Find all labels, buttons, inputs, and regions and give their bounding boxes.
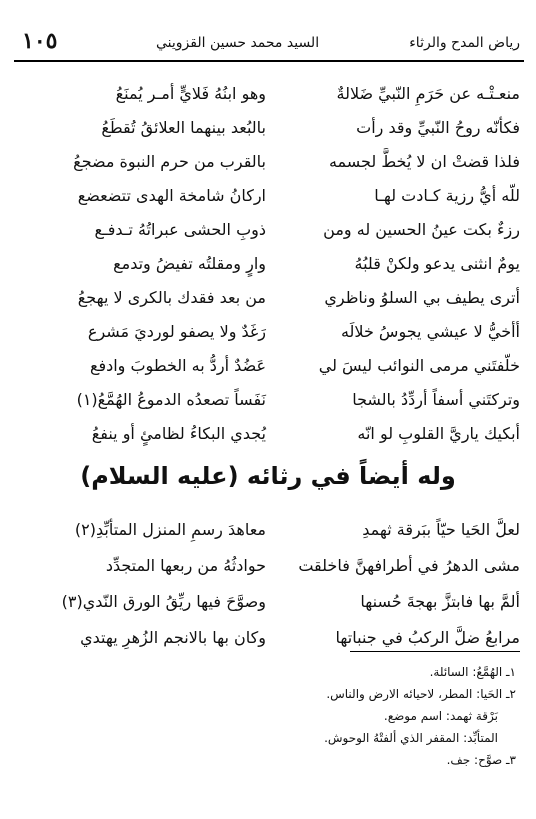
second-hemistich: وصوَّحَ فيها ريِّقُ الورق النّدي(٣) [61, 592, 266, 611]
verse-line [20, 114, 520, 142]
footnote-rule [350, 651, 520, 652]
second-hemistich: وكان بها بالانجم الزُهرِ يهتدي [80, 628, 266, 647]
verse-line [20, 386, 520, 414]
second-hemistich: عَضُدٌ أردُّ به الخطوبَ وادفع [89, 356, 266, 375]
first-hemistich: أأخيُّ لا عيشي يجوسُ خلالَه [340, 322, 520, 341]
running-head-author: السيد محمد حسين القزويني [156, 35, 320, 51]
second-hemistich: بالبُعد بينهما العلائقُ تُقطَعُ [101, 118, 266, 137]
second-hemistich: نَفَساً تصعدُه الدموعُ الهُمَّعُ(١) [76, 390, 266, 409]
verse-line [20, 148, 520, 176]
first-hemistich: مرابعُ ضلَّ الركبُ في جنباتها [335, 628, 520, 647]
first-hemistich: يومٌ انثنى يدعو ولكنْ قلبُهُ [354, 254, 520, 273]
footnote: ٢ـ الحَيا: المطر، لاحيائه الارض والناس. [326, 687, 516, 701]
header-rule [14, 60, 524, 62]
second-hemistich: اركانُ شامخة الهدى تتضعضع [77, 186, 266, 205]
first-hemistich: مشى الدهرُ في أطرافهنَّ فاخلقت [298, 556, 520, 575]
running-head-title: رياض المدح والرثاء [409, 35, 520, 51]
first-hemistich: خلّفتَني مرمى النوائب ليسَ لي [318, 356, 520, 375]
second-hemistich: وهو ابنُهُ فَلايٍّ أمـر يُمنَعُ [115, 84, 266, 103]
verse-line [20, 284, 520, 312]
second-hemistich: حوادثُهُ من ربعها المتجدِّد [105, 556, 266, 575]
second-hemistich: رَغَدٌ ولا يصفو لورديَ مَشرع [87, 322, 266, 341]
verse-line [20, 352, 520, 380]
verse-line [20, 182, 520, 210]
verse-line [20, 420, 520, 448]
page-number: ١٠٥ [22, 28, 58, 54]
second-hemistich: من بعد فقدك بالكرى لا يهجعُ [77, 288, 266, 307]
second-hemistich: ذوبِ الحشى عبراتُهُ تـدفـع [94, 220, 266, 239]
verse-line [20, 250, 520, 278]
verse-line [20, 552, 520, 580]
first-hemistich: أبكيك ياريَّ القلوبِ لو انّه [357, 424, 520, 443]
verse-line [20, 216, 520, 244]
footnote: ١ـ الهُمَّعُ: السائلة. [429, 665, 516, 679]
second-hemistich: بالقرب من حرم النبوة مضجعُ [73, 152, 266, 171]
first-hemistich: فكأنّه روحُ النّبيِّ وقد رأت [356, 118, 520, 137]
second-hemistich: يُجدي البكاءُ لظامئٍ أو ينفعُ [91, 424, 266, 443]
first-hemistich: ألمَّ بها فابتزَّ بهجةَ حُسنها [360, 592, 520, 611]
first-hemistich: رزءٌ بكت عينُ الحسين له ومن [323, 220, 520, 239]
verse-line [20, 588, 520, 616]
second-hemistich: معاهدَ رسمِ المنزل المتأبِّدِ(٢) [74, 520, 266, 539]
verse-line [20, 624, 520, 652]
first-hemistich: وتركتَني أسفاً أردِّدُ بالشجا [352, 390, 520, 409]
first-hemistich: أترى يطيف بي السلوُ وناظري [324, 288, 520, 307]
footnote: المتأبِّد: المقفر الذي ألفتْهُ الوحوش. [324, 731, 498, 745]
footnote: بَرْقة ثهمد: اسم موضع. [383, 709, 498, 723]
verse-line [20, 318, 520, 346]
footnote: ٣ـ صوَّح: جف. [446, 753, 516, 767]
second-hemistich: وارٍ ومقلتُه تفيضُ وتدمع [113, 254, 266, 273]
first-hemistich: فلذا قضتْ ان لا يُخطَّ لجسمه [328, 152, 520, 171]
verse-line [20, 516, 520, 544]
first-hemistich: للّه أيُّ رزية كـادت لهـا [374, 186, 520, 205]
first-hemistich: منعـتْـه عن حَرَمِ النّبيِّ ضَلالةٌ [336, 84, 520, 103]
section-title: وله أيضاً في رثائه (عليه السلام) [80, 462, 456, 490]
first-hemistich: لعلَّ الحَيا حيّاً ببَرقة ثهمدِ [362, 520, 520, 539]
verse-line [20, 80, 520, 108]
